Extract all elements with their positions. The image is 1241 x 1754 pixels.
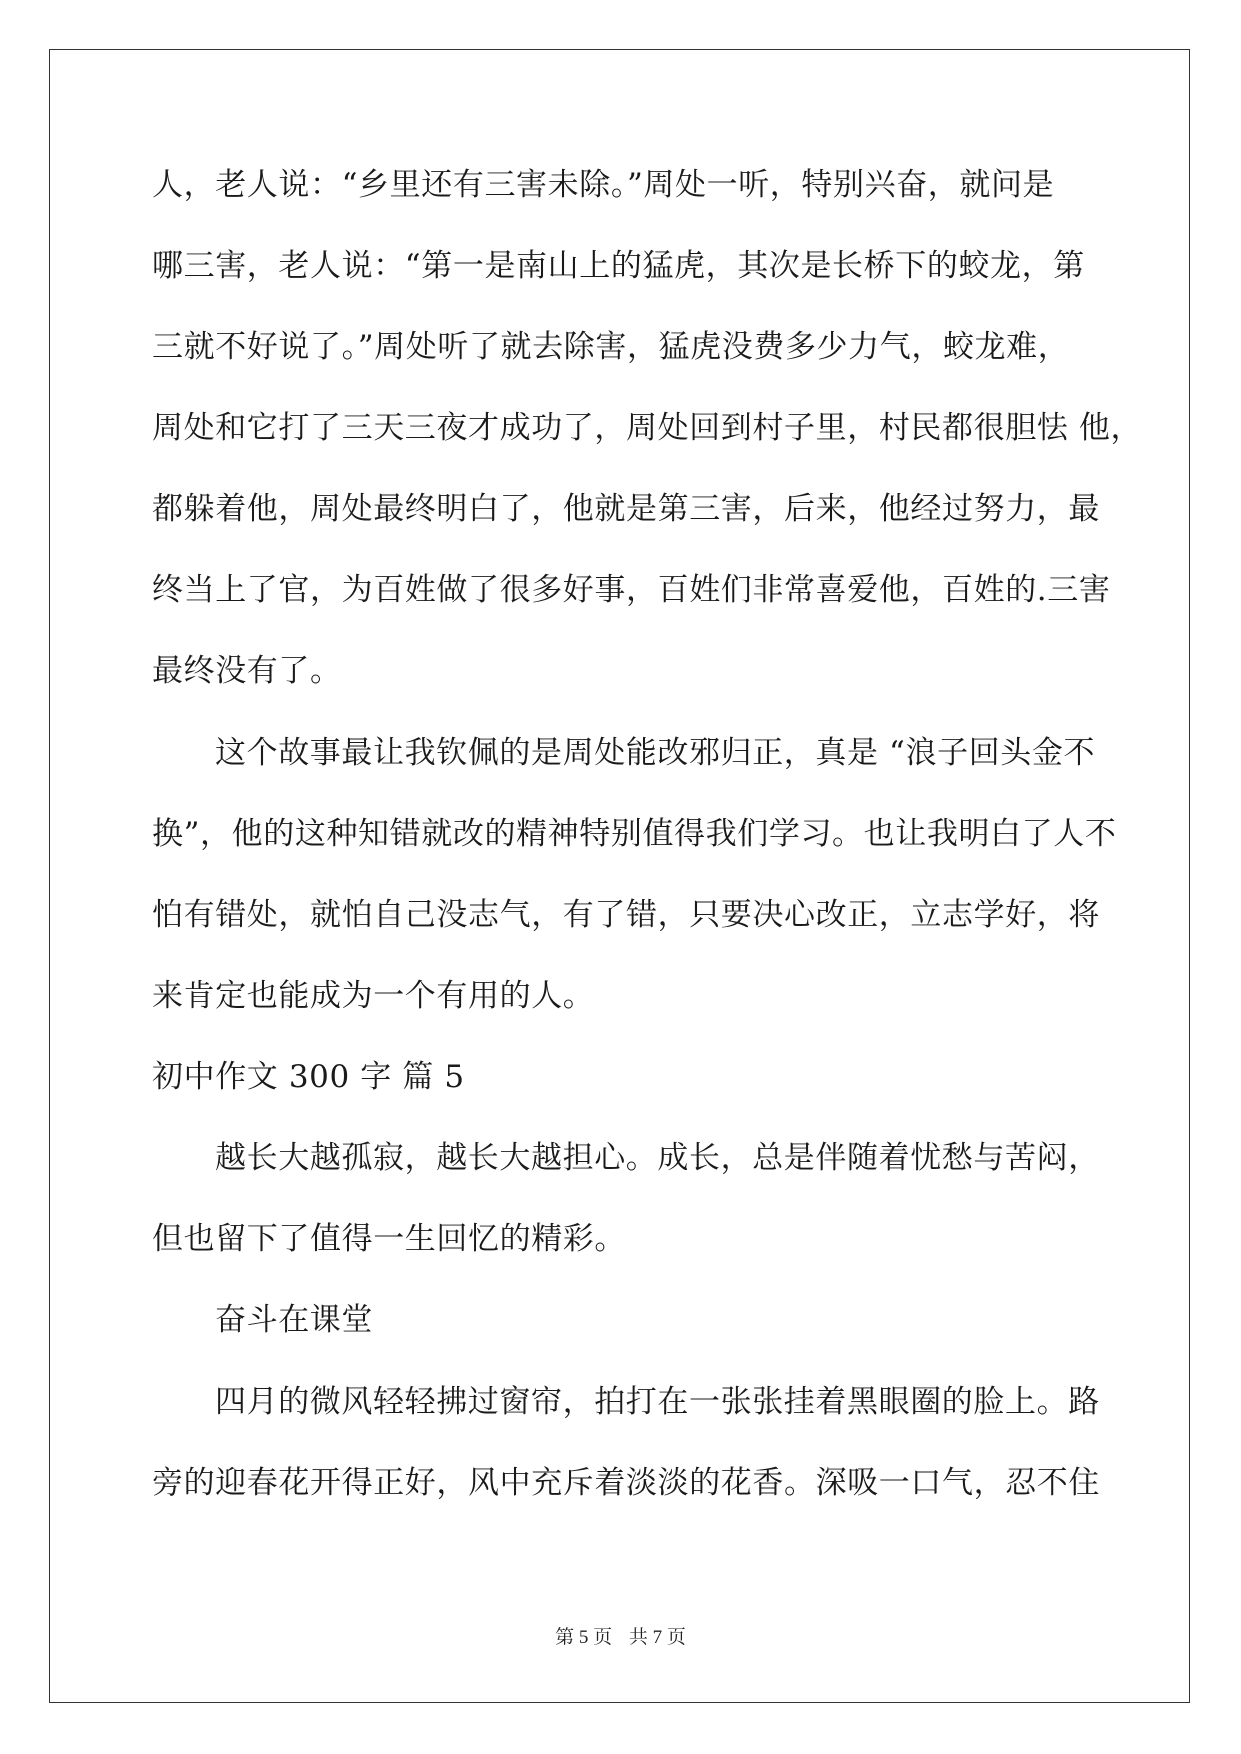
subtitle: 奋斗在课堂 [215,1302,373,1338]
text-line: 哪三害，老人说：“第一是南山上的猛虎，其次是长桥下的蛟龙，第 [152,248,1085,284]
page-number: 第 5 页 [555,1627,613,1648]
page-total: 共 7 页 [628,1627,686,1648]
text-line: 这个故事最让我钦佩的是周处能改邪归正，真是 “浪子回头金不 [215,735,1096,771]
text-line: 换”，他的这种知错就改的精神特别值得我们学习。也让我明白了人不 [152,816,1117,852]
text-line: 最终没有了。 [152,653,342,689]
text-line: 都躲着他，周处最终明白了，他就是第三害，后来，他经过努力，最 [152,491,1100,527]
text-line: 三就不好说了。”周处听了就去除害，猛虎没费多少力气，蛟龙难， [152,329,1070,365]
text-line: 越长大越孤寂，越长大越担心。成长，总是伴随着忧愁与苦闷， [215,1140,1100,1176]
text-line: 终当上了官，为百姓做了很多好事，百姓们非常喜爱他，百姓的.三害 [152,572,1111,608]
text-line: 人，老人说：“乡里还有三害未除。”周处一听，特别兴奋，就问是 [152,167,1055,203]
page-border [49,49,1190,1703]
page-footer [0,1622,1241,1649]
text-line: 四月的微风轻轻拂过窗帘，拍打在一张张挂着黑眼圈的脸上。路 [215,1384,1100,1420]
text-line: 旁的迎春花开得正好，风中充斥着淡淡的花香。深吸一口气，忍不住 [152,1465,1100,1501]
section-heading: 初中作文 300 字 篇 5 [152,1059,465,1095]
text-line: 来肯定也能成为一个有用的人。 [152,978,595,1014]
text-line: 周处和它打了三天三夜才成功了，周处回到村子里，村民都很胆怯 他， [152,410,1143,446]
text-line: 但也留下了值得一生回忆的精彩。 [152,1221,626,1257]
text-line: 怕有错处，就怕自己没志气，有了错，只要决心改正，立志学好，将 [152,897,1100,933]
